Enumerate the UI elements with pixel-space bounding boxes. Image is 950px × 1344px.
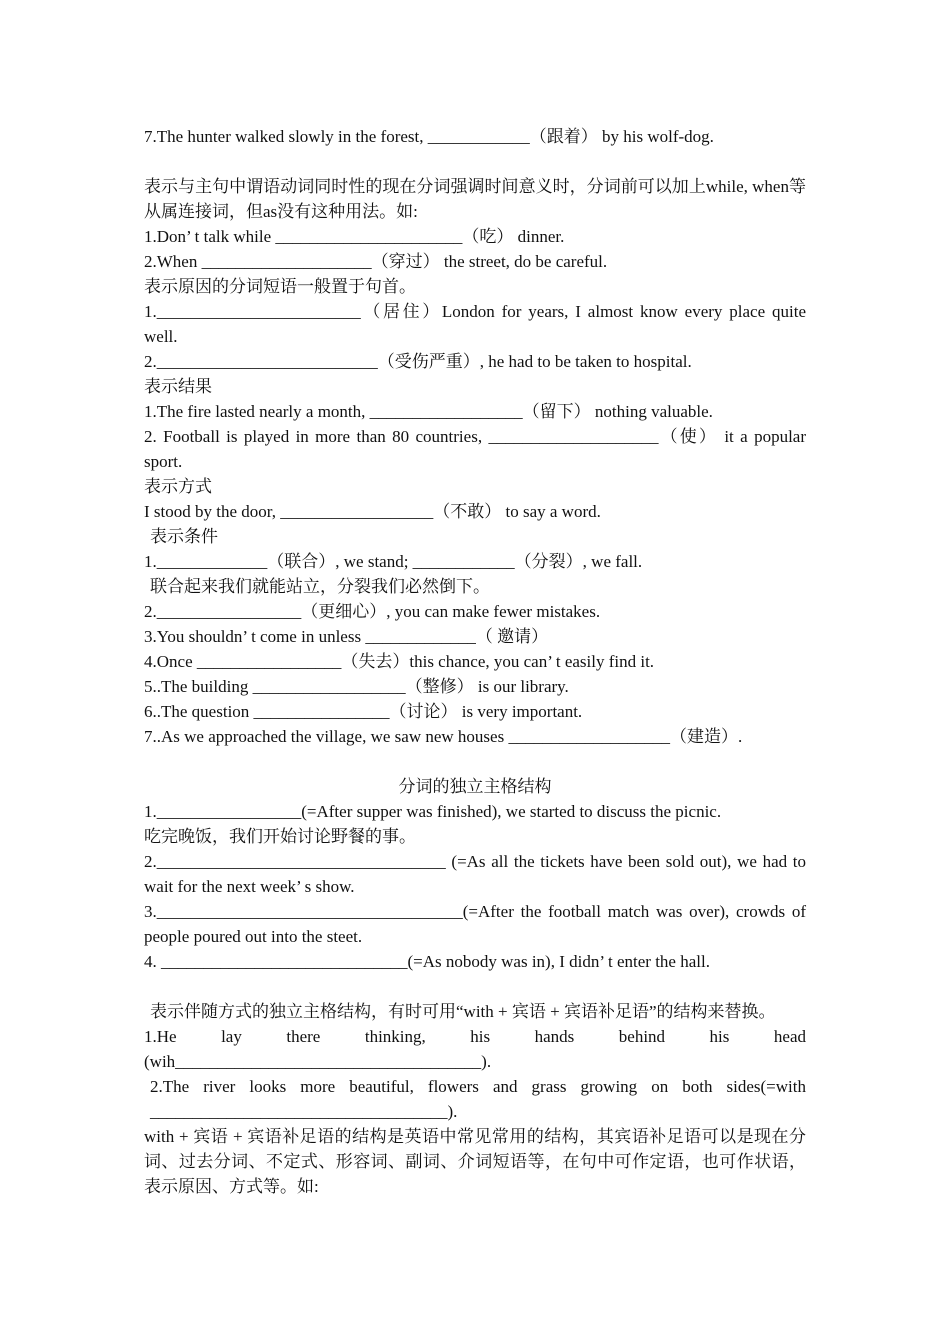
exercise-line: 7..As we approached the village, we saw new houses ___________________（建造）. — [144, 727, 743, 746]
exercise-line: 1._____________（联合）, we stand; ____________（分裂）, we fall. — [144, 552, 643, 571]
exercise-line: 2._________________（更细心）, you can make fewer mistakes. — [144, 602, 601, 621]
exercise-line: 4.Once _________________（失去）this chance, you can’ t easily find it. — [144, 652, 655, 671]
spacer — [144, 749, 806, 774]
exercise-line: 1.Don’ t talk while ______________________（吃） dinner. — [144, 227, 565, 246]
exercise-line: 2.__________________________________ (=As all the tickets have been sold out), we had to wait for the next week’ s show. — [144, 852, 806, 896]
spacer — [144, 974, 806, 999]
section-label: 表示原因的分词短语一般置于句首。 — [144, 277, 416, 296]
exercise-line: 1.The fire lasted nearly a month, __________________（留下） nothing valuable. — [144, 402, 713, 421]
grammar-note: 表示与主句中谓语动词同时性的现在分词强调时间意义时，分词前可以加上while, when等从属连接词，但as没有这种用法。如: — [144, 177, 806, 221]
grammar-note: with + 宾语 + 宾语补足语的结构是英语中常见常用的结构，其宾语补足语可以是现在分词、过去分词、不定式、形容词、副词、介词短语等，在句中可作定语，也可作状语，表示原因、方式等。如: — [144, 1127, 806, 1196]
exercise-line: I stood by the door, __________________（不敢） to say a word. — [144, 502, 601, 521]
exercise-line: 6..The question ________________（讨论） is very important. — [144, 702, 583, 721]
exercise-line: 2.The river looks more beautiful, flowers and grass growing on both sides(=with ___________________________________). — [150, 1077, 806, 1121]
exercise-line: 7.The hunter walked slowly in the forest, ____________（跟着） by his wolf-dog. — [144, 127, 714, 146]
exercise-line: (wih____________________________________). — [144, 1052, 492, 1071]
section-label: 表示方式 — [144, 477, 212, 496]
exercise-line: 1._________________(=After supper was finished), we started to discuss the picnic. — [144, 802, 722, 821]
section-label: 表示条件 — [150, 527, 218, 546]
section-label: 表示结果 — [144, 377, 212, 396]
worksheet-page — [144, 124, 806, 1199]
grammar-note: 表示伴随方式的独立主格结构，有时可用“with + 宾语 + 宾语补足语”的结构来替换。 — [150, 1002, 776, 1021]
section-heading: 分词的独立主格结构 — [398, 777, 552, 796]
exercise-line: 1.He lay there thinking, his hands behind his head — [144, 1027, 806, 1046]
exercise-line: 4. _____________________________(=As nobody was in), I didn’ t enter the hall. — [144, 952, 710, 971]
exercise-line: 5..The building __________________（整修） is our library. — [144, 677, 569, 696]
translation-line: 联合起来我们就能站立，分裂我们必然倒下。 — [150, 577, 490, 596]
exercise-line: 1.________________________（居住）London for years, I almost know every place quite well. — [144, 302, 806, 346]
spacer — [144, 149, 806, 174]
exercise-line: 2.__________________________（受伤严重）, he had to be taken to hospital. — [144, 352, 692, 371]
exercise-line: 3.You shouldn’ t come in unless _____________（ 邀请） — [144, 627, 549, 646]
exercise-line: 2.When ____________________（穿过） the street, do be careful. — [144, 252, 608, 271]
exercise-line: 3.____________________________________(=After the football match was over), crowds of people poured out into the steet. — [144, 902, 806, 946]
translation-line: 吃完晚饭，我们开始讨论野餐的事。 — [144, 827, 416, 846]
exercise-line: 2. Football is played in more than 80 countries, ____________________（使） it a popular sport. — [144, 427, 806, 471]
